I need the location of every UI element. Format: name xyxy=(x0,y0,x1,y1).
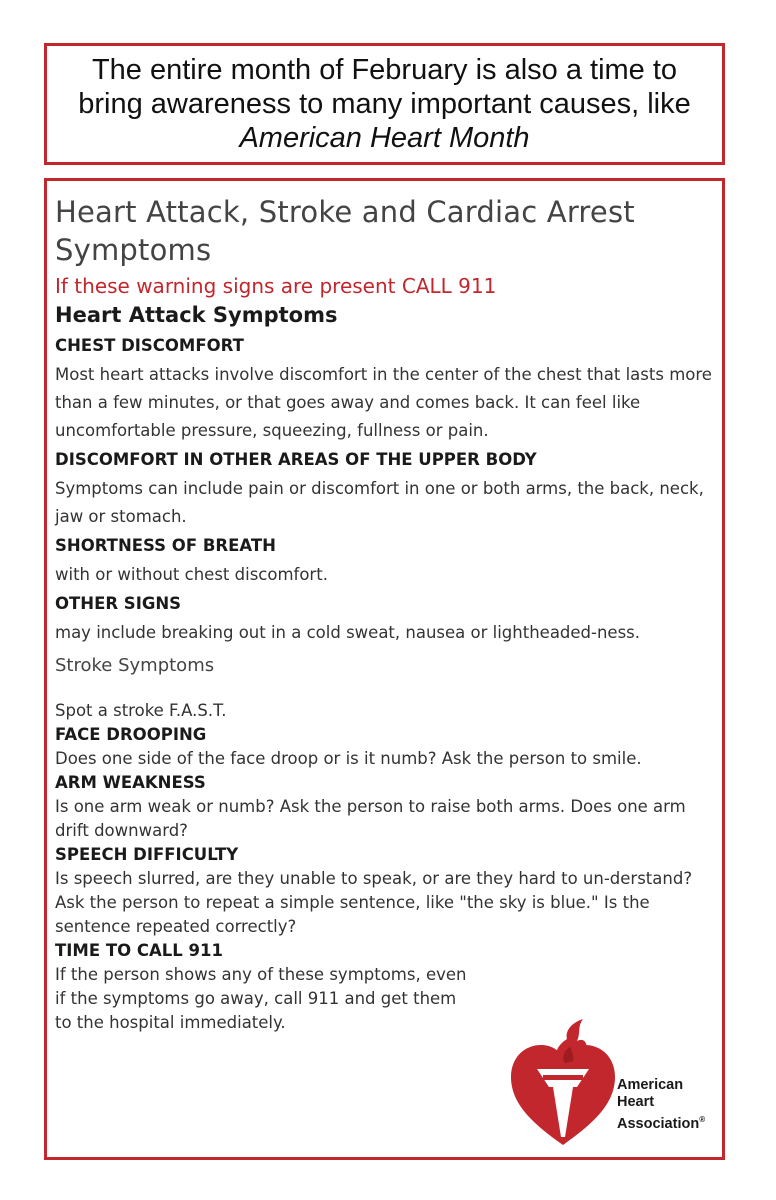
logo-line-american: American xyxy=(617,1077,684,1093)
arm-weakness-heading: ARM WEAKNESS xyxy=(55,773,206,792)
chest-discomfort-text: Most heart attacks involve discomfort in the center of the chest that lasts more than a few minutes, or that goes away and comes back. It can feel like uncomfortable pressure, squeezing, fullness or pain. xyxy=(55,365,712,440)
banner-box xyxy=(44,43,725,165)
banner-text-italic: American Heart Month xyxy=(239,122,530,154)
time-to-call-heading: TIME TO CALL 911 xyxy=(55,941,223,960)
aha-logo-text xyxy=(617,1077,705,1133)
upper-body-heading: DISCOMFORT IN OTHER AREAS OF THE UPPER BODY xyxy=(55,450,537,469)
other-signs-heading: OTHER SIGNS xyxy=(55,594,182,613)
heart-attack-heading: Heart Attack Symptoms xyxy=(55,303,338,327)
chest-discomfort-heading: CHEST DISCOMFORT xyxy=(55,336,244,355)
call-911-alert: If these warning signs are present CALL 911 xyxy=(55,274,497,298)
speech-difficulty-text: Is speech slurred, are they unable to speak, or are they hard to un-derstand? Ask the person to repeat a simple sentence, like "the sky is blue." Is the sentence repeated correctly? xyxy=(55,869,693,936)
arm-weakness-text: Is one arm weak or numb? Ask the person to raise both arms. Does one arm drift downward? xyxy=(55,797,686,840)
banner-text xyxy=(47,53,722,155)
symptoms-content xyxy=(55,193,715,1035)
symptoms-box xyxy=(44,178,725,1160)
other-signs-text: may include breaking out in a cold sweat, nausea or lightheaded-ness. xyxy=(55,623,641,642)
shortness-of-breath-heading: SHORTNESS OF BREATH xyxy=(55,536,276,555)
shortness-of-breath-text: with or without chest discomfort. xyxy=(55,565,328,584)
stroke-intro: Spot a stroke F.A.S.T. xyxy=(55,701,227,720)
face-drooping-text: Does one side of the face droop or is it numb? Ask the person to smile. xyxy=(55,749,642,768)
banner-text-plain: The entire month of February is also a time to bring awareness to many important causes, like xyxy=(78,54,691,120)
face-drooping-heading: FACE DROOPING xyxy=(55,725,207,744)
logo-line-association xyxy=(617,1111,705,1133)
time-to-call-text: If the person shows any of these symptoms, even if the symptoms go away, call 911 and get them to the hospital immediately. xyxy=(55,965,467,1032)
logo-line-heart: Heart xyxy=(617,1094,655,1110)
registered-mark: ® xyxy=(699,1115,706,1124)
stroke-heading: Stroke Symptoms xyxy=(55,655,215,676)
logo-association-word: Association xyxy=(617,1115,700,1132)
speech-difficulty-heading: SPEECH DIFFICULTY xyxy=(55,845,239,864)
upper-body-text: Symptoms can include pain or discomfort in one or both arms, the back, neck, jaw or stomach. xyxy=(55,479,704,526)
document-title: Heart Attack, Stroke and Cardiac Arrest Symptoms xyxy=(55,195,635,267)
